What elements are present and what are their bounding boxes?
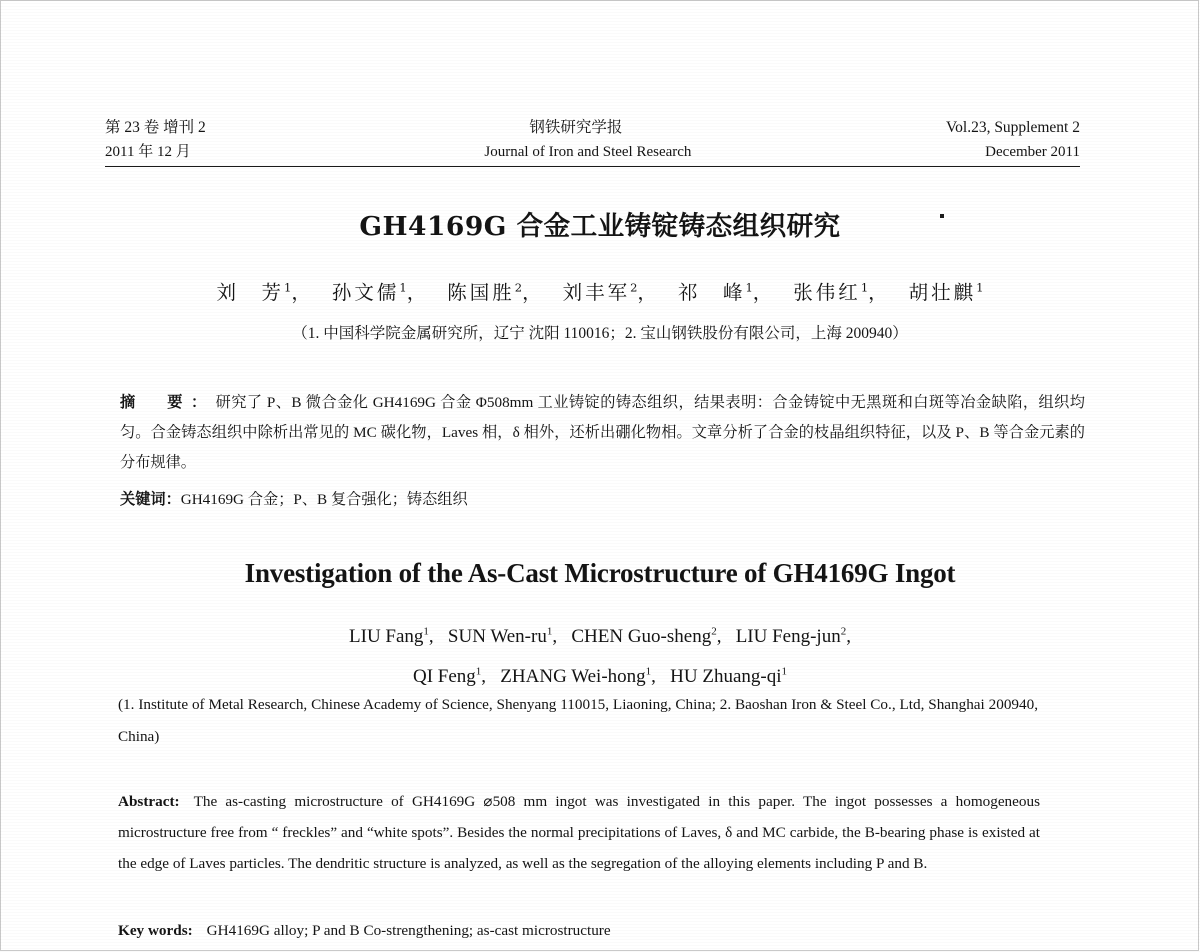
english-keywords [118,918,1040,944]
english-author-name: ZHANG Wei-hong [500,665,646,687]
volume-supplement-en: Vol.23, Supplement 2 [945,119,1080,136]
chinese-author-affiliation-marker: 1 [745,280,753,294]
english-author-name: QI Feng [412,665,476,687]
english-author-affiliation-marker: 1 [423,626,429,638]
author-separator: , [481,665,487,687]
english-author-list [0,615,1200,694]
author-separator: ， [868,280,891,304]
chinese-author-name: 张伟红 [793,280,861,304]
chinese-author [793,281,890,304]
english-author-name: LIU Fang [349,626,424,648]
chinese-author-name: 刘丰军 [562,280,631,304]
header-divider-rule [105,166,1080,167]
chinese-author [447,281,544,304]
chinese-author [909,281,984,304]
english-author [736,626,851,647]
english-abstract-label: Abstract: [118,793,180,810]
running-head-line-2 [105,140,1080,164]
chinese-author-affiliation-marker: 2 [630,280,638,294]
english-author-name: LIU Feng-jun [735,626,841,648]
chinese-keywords [120,487,1085,513]
chinese-author [217,281,314,304]
journal-title-en: Journal of Iron and Steel Research [484,144,692,160]
english-affiliation-text: (1. Institute of Metal Research, Chinese Academy of Science, Shenyang 110015, Liaoning, China; 2. Baoshan Iron & Steel Co., Ltd, Shanghai 200940, China) [118,696,1038,745]
chinese-author-affiliation-marker: 1 [399,280,407,294]
running-head [105,116,1080,167]
english-keywords-text: GH4169G alloy; P and B Co-strengthening; as-cast microstructure [206,922,611,939]
english-author-affiliation-marker: 1 [475,665,482,678]
chinese-author [332,281,429,304]
english-author-name: HU Zhuang-qi [670,665,782,687]
english-author-line-1 [0,615,1200,654]
author-separator: ， [522,280,545,304]
english-author-affiliation-marker: 1 [546,626,553,638]
english-abstract [118,786,1040,879]
chinese-abstract-text: 研究了 P、B 微合金化 GH4169G 合金 Φ508mm 工业铸锭的铸态组织，结果表明：合金铸锭中无黑斑和白斑等冶金缺陷，组织均匀。合金铸态组织中除析出常见的 MC 碳化物，Laves 相，δ 相外，还析出硼化物相。文章分析了合金的枝晶组织特征，以及 P、B 等合金元素的分布规律。 [120,394,1085,471]
english-author-line-2 [0,654,1200,693]
author-separator: , [846,626,851,648]
english-author [571,626,721,647]
chinese-author-name: 陈国胜 [447,280,515,304]
chinese-abstract [120,388,1085,478]
chinese-author-name: 孙文儒 [331,280,400,304]
chinese-author-affiliation-marker: 1 [976,280,984,294]
author-separator: ， [637,280,660,304]
english-author-affiliation-marker: 1 [781,665,787,678]
english-author-affiliation-marker: 2 [711,626,717,638]
scan-speck-artifact [940,214,944,218]
issue-date-en: December 2011 [985,144,1080,160]
chinese-abstract-label: 摘 要： [120,394,215,411]
english-author-name: SUN Wen-ru [447,626,547,648]
chinese-author-name: 祁 峰 [677,280,746,304]
chinese-author-affiliation-marker: 1 [860,280,869,294]
running-head-line-1 [105,116,1080,140]
english-author [448,626,557,647]
english-keywords-label: Key words: [118,922,193,939]
english-title: Investigation of the As-Cast Microstructure of GH4169G Ingot [244,558,956,588]
author-separator: , [651,665,656,687]
chinese-author [678,281,775,304]
english-author-affiliation-marker: 2 [840,626,847,638]
chinese-author-name: 胡壮麒 [908,280,977,304]
chinese-affiliation: （1. 中国科学院金属研究所，辽宁 沈阳 110016；2. 宝山钢铁股份有限公司，上海 200940） [292,325,908,342]
english-author [349,626,434,647]
english-author [670,666,787,687]
chinese-author-affiliation-marker: 2 [514,280,523,294]
author-separator: , [428,626,434,648]
journal-title-cn: 钢铁研究学报 [529,119,623,136]
english-abstract-text: The as-casting microstructure of GH4169G ⌀508 mm ingot was investigated in this paper. The ingot possesses a homogeneous microstructure free from “ freckles” and “white spots”. Besides the normal precipitations of Laves, δ and MC carbide, the B-bearing phase is existed at the edge of Laves particles. The dendritic structure is analyzed, as well as the segregation of the alloying elements including P and B. [118,793,1040,872]
author-separator: , [716,626,722,648]
volume-issue: 第 23 卷 增刊 2 [105,119,206,136]
chinese-author-affiliation-marker: 1 [284,280,292,294]
chinese-keywords-label: 关键词： [120,491,181,508]
author-separator: ， [291,280,314,304]
chinese-keywords-text: GH4169G 合金；P、B 复合强化；铸态组织 [180,491,468,508]
author-separator: ， [752,280,776,304]
chinese-author-name: 刘 芳 [216,280,285,304]
english-author-name: CHEN Guo-sheng [571,626,712,648]
chinese-title: GH4169G 合金工业铸锭铸态组织研究 [359,211,841,242]
english-author-affiliation-marker: 1 [645,665,652,678]
english-affiliation [118,689,1038,753]
english-author [500,666,656,687]
author-separator: ， [406,280,430,304]
issue-date-cn: 2011 年 12 月 [105,144,191,160]
english-author [413,666,486,687]
chinese-author [563,281,660,304]
author-separator: , [552,626,558,648]
chinese-author-list [0,272,1200,308]
